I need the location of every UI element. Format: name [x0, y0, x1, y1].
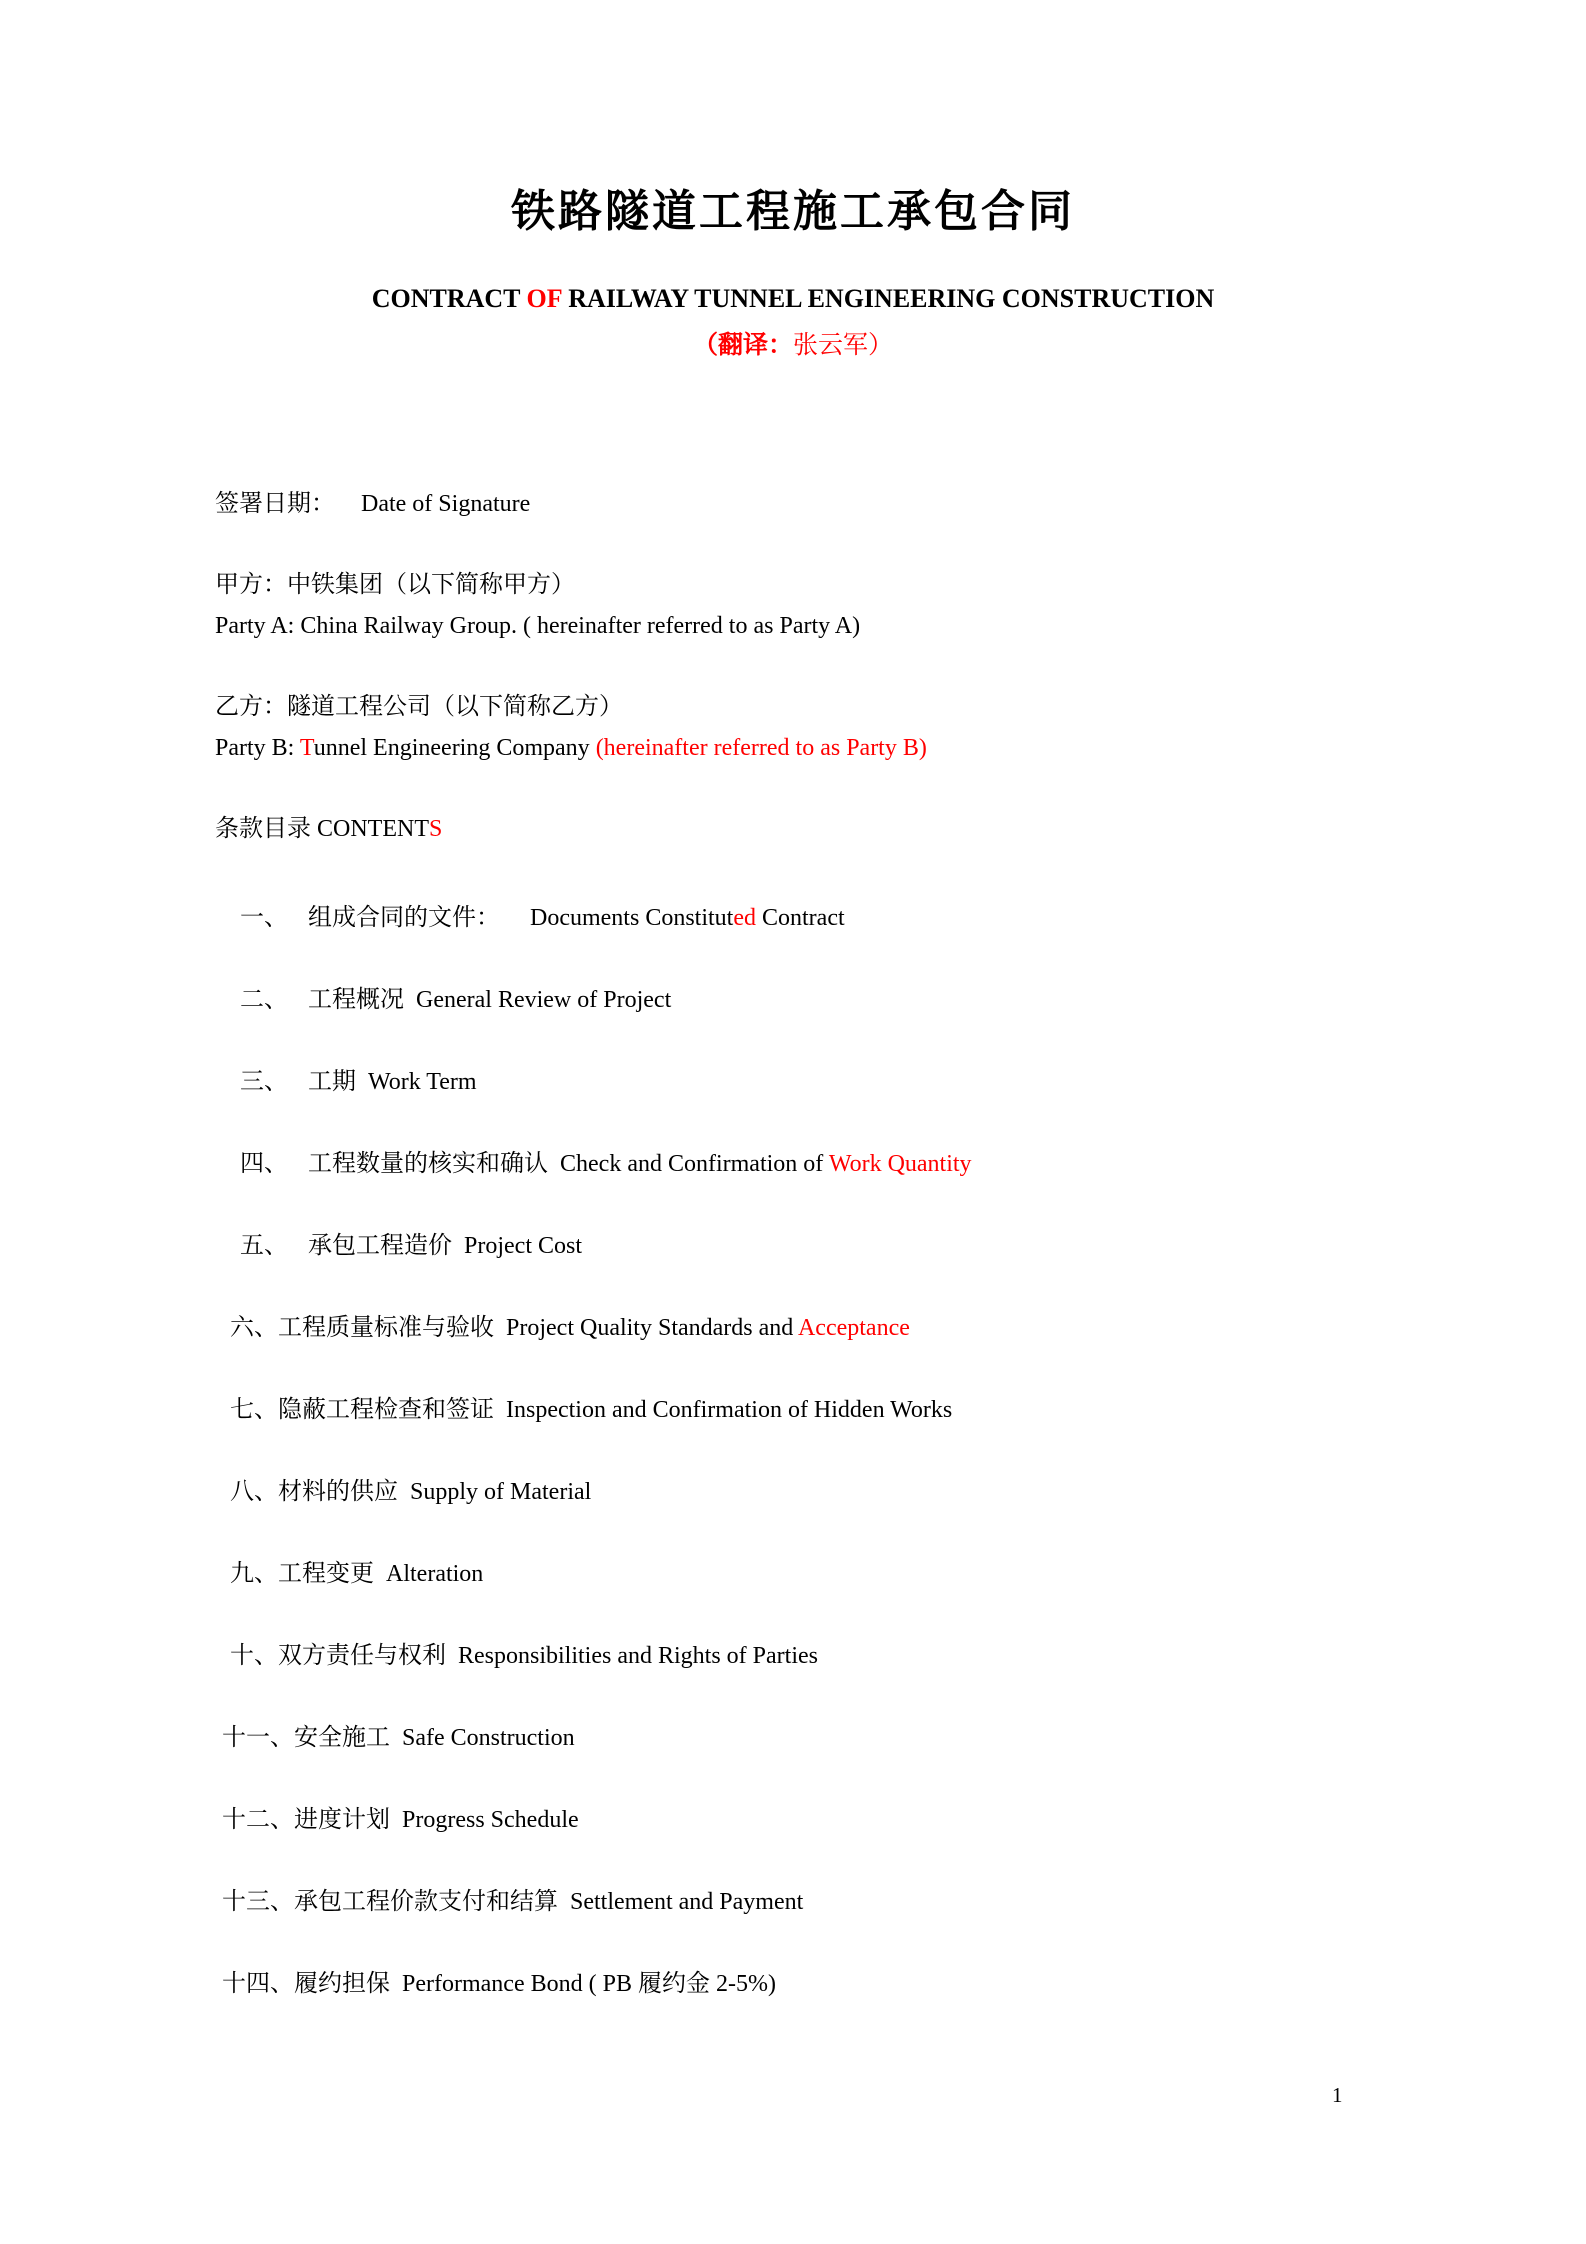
toc-item-9 — [0, 1554, 1586, 1595]
toc-item-8 — [0, 1472, 1586, 1513]
toc-item-zh: 工程概况 — [308, 987, 404, 1013]
text-segment: Documents Constitut — [530, 905, 734, 931]
text-segment: （翻译： — [692, 332, 793, 359]
text-segment: Project Cost — [464, 1233, 582, 1259]
toc-item-zh: 工程质量标准与验收 — [278, 1315, 494, 1341]
party-b-en — [215, 728, 1586, 769]
toc-item-zh: 工程数量的核实和确认 — [308, 1151, 548, 1177]
text-segment: Performance Bond ( PB 履约金 2-5%) — [402, 1971, 776, 1997]
party-a-block — [0, 565, 1586, 647]
signature-date-en: Date of Signature — [361, 491, 531, 517]
text-segment: unnel Engineering Company — [313, 735, 596, 761]
text-segment: Supply of Material — [410, 1479, 592, 1505]
toc-item-12 — [0, 1800, 1586, 1841]
party-b-block — [0, 687, 1586, 769]
toc-item-number: 十、 — [230, 1643, 278, 1669]
toc-item-2 — [0, 980, 1586, 1021]
text-segment: S — [428, 816, 443, 842]
text-segment: Acceptance — [797, 1315, 910, 1341]
text-segment: Work Term — [368, 1069, 477, 1095]
toc-item-3 — [0, 1062, 1586, 1103]
text-segment: Check and Confirmation of — [560, 1151, 829, 1177]
toc-item-number: 三、 — [240, 1069, 288, 1095]
text-segment: 条款目录 CONTENT — [215, 816, 429, 842]
text-segment: Project Quality Standards and — [506, 1315, 798, 1341]
toc-item-en — [560, 1151, 972, 1177]
toc-item-number: 十三、 — [222, 1889, 294, 1915]
toc-item-zh: 进度计划 — [294, 1807, 390, 1833]
toc-item-number: 十二、 — [222, 1807, 294, 1833]
document-title-zh: 铁路隧道工程施工承包合同 — [511, 187, 1075, 236]
toc-item-en — [506, 1397, 952, 1423]
toc-item-1 — [0, 898, 1586, 939]
party-a-en: Party A: China Railway Group. ( hereinafter referred to as Party A) — [215, 613, 861, 639]
text-segment: Safe Construction — [402, 1725, 575, 1751]
table-of-contents — [0, 898, 1586, 2005]
text-segment: Settlement and Payment — [570, 1889, 804, 1915]
text-segment: RAILWAY TUNNEL ENGINEERING CONSTRUCTION — [561, 284, 1215, 313]
text-segment: Progress Schedule — [402, 1807, 579, 1833]
signature-date-line — [0, 484, 1586, 525]
party-a-zh: 甲方：中铁集团（以下简称甲方） — [215, 572, 575, 598]
text-segment: OF — [526, 284, 562, 313]
text-segment: CONTRACT — [371, 284, 527, 313]
toc-item-number: 四、 — [240, 1151, 288, 1177]
text-segment: 张云军） — [793, 332, 894, 359]
toc-item-4 — [0, 1144, 1586, 1185]
toc-item-number: 二、 — [240, 987, 288, 1013]
toc-item-11 — [0, 1718, 1586, 1759]
text-segment: Party B: — [215, 735, 300, 761]
toc-item-zh: 工期 — [308, 1069, 356, 1095]
toc-item-number: 十四、 — [222, 1971, 294, 1997]
toc-item-en — [416, 987, 671, 1013]
toc-item-number: 八、 — [230, 1479, 278, 1505]
toc-item-number: 九、 — [230, 1561, 278, 1587]
text-segment: T — [299, 735, 314, 761]
toc-item-13 — [0, 1882, 1586, 1923]
toc-item-zh: 承包工程造价 — [308, 1233, 452, 1259]
toc-item-zh: 组成合同的文件： — [308, 905, 500, 931]
toc-item-zh: 安全施工 — [294, 1725, 390, 1751]
text-segment: General Review of Project — [416, 987, 672, 1013]
text-segment: Responsibilities and Rights of Parties — [458, 1643, 818, 1669]
party-b-zh: 乙方：隧道工程公司（以下简称乙方） — [215, 694, 623, 720]
toc-item-zh: 隐蔽工程检查和签证 — [278, 1397, 494, 1423]
toc-item-zh: 履约担保 — [294, 1971, 390, 1997]
contents-heading — [0, 809, 1586, 850]
signature-date-zh: 签署日期： — [215, 491, 335, 517]
text-segment: Alteration — [386, 1561, 484, 1587]
text-segment: Contract — [756, 905, 845, 931]
toc-item-en — [402, 1971, 776, 1997]
toc-item-number: 五、 — [240, 1233, 288, 1259]
text-segment: ed — [733, 905, 756, 931]
toc-item-zh: 承包工程价款支付和结算 — [294, 1889, 558, 1915]
document-title-en — [0, 282, 1586, 316]
text-segment: (hereinafter referred to as Party B) — [595, 735, 927, 761]
toc-item-en — [458, 1643, 818, 1669]
toc-item-en — [464, 1233, 582, 1259]
toc-item-number: 七、 — [230, 1397, 278, 1423]
toc-item-number: 十一、 — [222, 1725, 294, 1751]
toc-item-number: 六、 — [230, 1315, 278, 1341]
toc-item-zh: 双方责任与权利 — [278, 1643, 446, 1669]
toc-item-5 — [0, 1226, 1586, 1267]
toc-item-en — [402, 1807, 579, 1833]
toc-item-en — [530, 905, 845, 931]
toc-item-en — [506, 1315, 910, 1341]
translator-note — [0, 330, 1586, 362]
toc-item-6 — [0, 1308, 1586, 1349]
toc-item-en — [368, 1069, 477, 1095]
toc-item-en — [402, 1725, 575, 1751]
page-number: 1 — [1332, 2083, 1343, 2107]
toc-item-en — [386, 1561, 483, 1587]
toc-item-number: 一、 — [240, 905, 288, 931]
toc-item-14 — [0, 1964, 1586, 2005]
toc-item-en — [410, 1479, 591, 1505]
document-body — [0, 484, 1586, 2005]
text-segment: Inspection and Confirmation of Hidden Works — [506, 1397, 953, 1423]
toc-item-zh: 材料的供应 — [278, 1479, 398, 1505]
toc-item-zh: 工程变更 — [278, 1561, 374, 1587]
toc-item-en — [570, 1889, 803, 1915]
toc-item-7 — [0, 1390, 1586, 1431]
text-segment: Work Quantity — [828, 1151, 972, 1177]
toc-item-10 — [0, 1636, 1586, 1677]
